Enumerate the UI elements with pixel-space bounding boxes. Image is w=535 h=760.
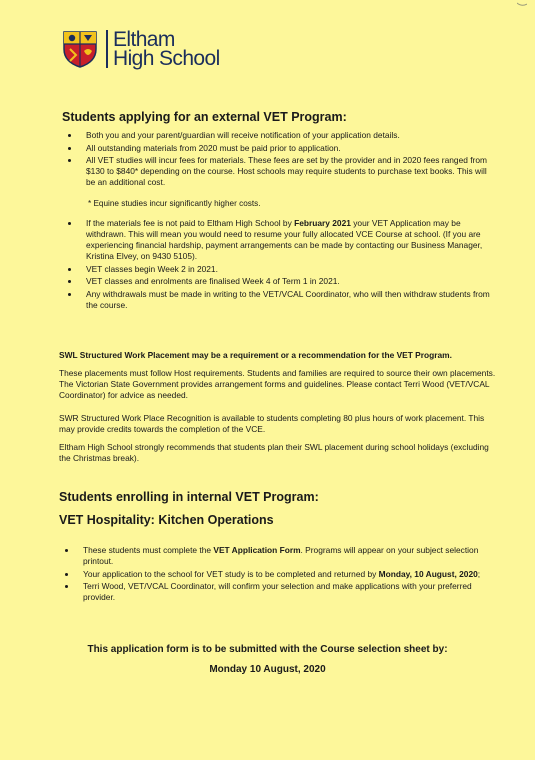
hospitality-subheading: VET Hospitality: Kitchen Operations <box>59 513 274 527</box>
school-name-line2: High School <box>113 47 220 70</box>
logo-divider <box>106 30 108 68</box>
list-item: All VET studies will incur fees for materials. These fees are set by the provider and in 2020 fees ranged from $130 to $840* depending on the course. Host schools may require students to purchase text books. This will be an additional cost. <box>64 155 494 188</box>
external-bullets-b <box>64 218 494 312</box>
list-item: All outstanding materials from 2020 must be paid prior to application. <box>64 143 494 154</box>
list-item: Terri Wood, VET/VCAL Coordinator, will confirm your selection and make applications with your preferred provider. <box>61 581 486 603</box>
fees-text: If the materials fee is not paid to Eltham High School by <box>86 218 295 228</box>
submission-date: Monday 10 August, 2020 <box>209 664 326 675</box>
submission-instruction: This application form is to be submitted with the Course selection sheet by: <box>87 644 448 655</box>
list-item: Both you and your parent/guardian will receive notification of your application details. <box>64 130 494 141</box>
school-name <box>113 30 220 68</box>
b2-text-rest: ; <box>477 568 481 579</box>
equine-note: * Equine studies incur significantly higher costs. <box>88 199 261 208</box>
swl-paragraph: SWR Structured Work Place Recognition is available to students completing 80 plus hours of work placement. This may provide credits towards the completion of the VCE. <box>59 413 485 434</box>
school-name-line1: Eltham <box>113 28 175 51</box>
swl-paragraph: These placements must follow Host requirements. Students and families are required to source their own placements. The Victorian State Government provides arrangement forms and guidelines. Please contact Terri Wood (VET/VCAL Coordinator) for advice as needed. <box>59 368 496 400</box>
fees-text-rest: your VET Application may be withdrawn. This will mean you would need to resume your fully allocated VCE Course at school. (If you are experiencing financial hardship, payment arrangements can be made by contacting our Business Manager, Kristina Elvey, on 9430 5105). <box>86 218 483 261</box>
school-crest-icon <box>60 29 100 69</box>
list-item-fees <box>64 218 494 262</box>
list-item: Any withdrawals must be made in writing to the VET/VCAL Coordinator, who will then withdraw students from the course. <box>64 289 494 311</box>
scan-edge-mark <box>517 2 527 8</box>
swl-paragraph: Eltham High School strongly recommends that students plan their SWL placement during school holidays (excluding the Christmas break). <box>59 442 489 463</box>
swl-heading: SWL Structured Work Placement may be a requirement or a recommendation for the VET Program. <box>59 350 452 360</box>
list-item: VET classes begin Week 2 in 2021. <box>64 264 494 275</box>
list-item: VET classes and enrolments are finalised Week 4 of Term 1 in 2021. <box>64 276 494 287</box>
school-logo <box>60 29 220 69</box>
b1-text-rest: . Programs will appear on your subject selection printout. <box>83 545 479 566</box>
b1-form-name: VET Application Form <box>213 545 301 555</box>
b1-text: These students must complete the <box>83 545 214 555</box>
external-vet-heading: Students applying for an external VET Program: <box>62 110 347 124</box>
external-bullets-a <box>64 130 494 190</box>
b2-deadline: Monday, 10 August, 2020 <box>378 568 478 579</box>
fees-deadline: February 2021 <box>294 218 351 228</box>
list-item <box>61 545 486 567</box>
internal-bullets <box>61 545 486 605</box>
internal-vet-heading: Students enrolling in internal VET Program: <box>59 490 319 504</box>
b2-text: Your application to the school for VET study is to be completed and returned by <box>83 568 379 579</box>
list-item <box>61 569 486 580</box>
